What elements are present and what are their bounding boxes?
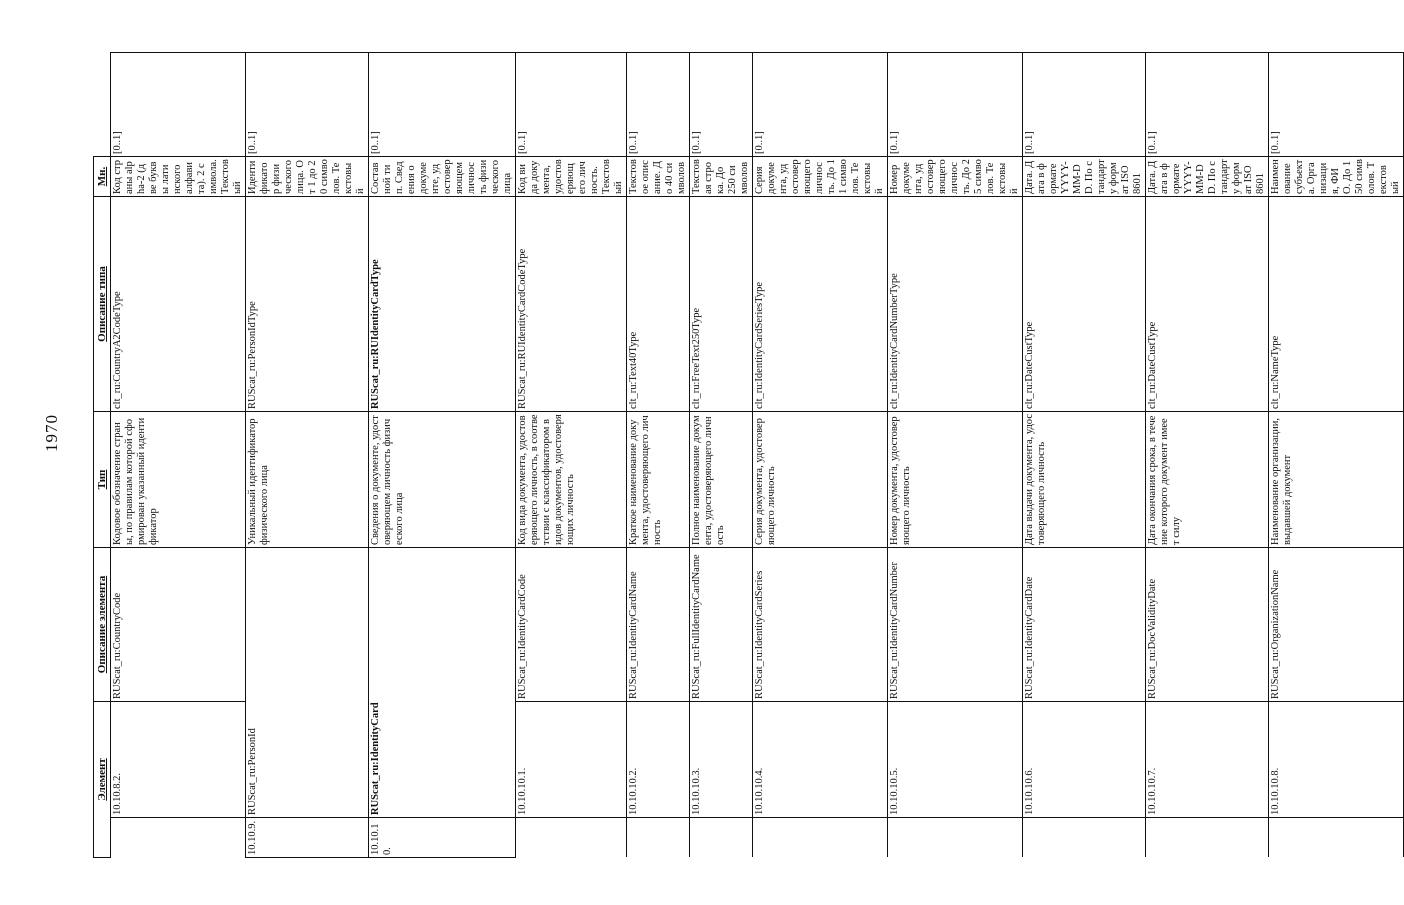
table-row [246, 53, 369, 858]
type-name: clt_ru:NameType [1269, 197, 1404, 412]
document-table-container [93, 52, 1401, 858]
type-name: clt_ru:FreeText250Type [690, 197, 753, 412]
table-row [1146, 53, 1269, 858]
table-row [111, 53, 246, 858]
type-description: Дата. Дата в формате YYYY-MM-DD. По стандарту формат ISO 8601 [1146, 157, 1269, 197]
element-name: RUScat_ru:FullIdentityCardName [690, 548, 753, 702]
empty-cell [753, 818, 888, 858]
multiplicity: [0..1] [690, 53, 753, 157]
header-type-description: Описание типа [94, 197, 111, 412]
row-number: 10.10.9. [246, 818, 369, 858]
element-name: RUScat_ru:CountryCode [111, 548, 246, 702]
element-description: Сведения о документе, удостоверяющем личность физического лица [369, 412, 516, 548]
element-table [93, 52, 1404, 858]
multiplicity: [0..1] [753, 53, 888, 157]
row-number: 10.10.10.8. [1269, 702, 1404, 818]
row-number: 10.10.10.7. [1146, 702, 1269, 818]
element-name: RUScat_ru:IdentityCardDate [1023, 548, 1146, 702]
empty-cell [690, 818, 753, 858]
type-description: Идентификатор физического лица. От 1 до 20 символов. Текстовый [246, 157, 369, 197]
multiplicity: [0..1] [627, 53, 690, 157]
table-row [1023, 53, 1146, 858]
element-name: RUScat_ru:IdentityCard [369, 548, 516, 818]
type-description: Код вида документа, удостоверяющего личность. Текстовый [516, 157, 627, 197]
element-description: Серия документа, удостоверяющего личность [753, 412, 888, 548]
table-row [753, 53, 888, 858]
type-name: RUScat_ru:RUIdentityCardCodeType [516, 197, 627, 412]
type-name: clt_ru:Text40Type [627, 197, 690, 412]
element-description: Номер документа, удостоверяющего личность [888, 412, 1023, 548]
element-description: Наименование организации, выдавшей документ [1269, 412, 1404, 548]
type-name: RUScat_ru:PersonIdType [246, 197, 369, 412]
empty-cell [516, 818, 627, 858]
element-name: RUScat_ru:OrganizationName [1269, 548, 1404, 702]
table-row [1269, 53, 1404, 858]
row-number: 10.10.10.4. [753, 702, 888, 818]
type-name: clt_ru:CountryA2CodeType [111, 197, 246, 412]
type-description: Текстовое описание. До 40 символов [627, 157, 690, 197]
element-name: RUScat_ru:IdentityCardName [627, 548, 690, 702]
row-number: 10.10.10.1. [516, 702, 627, 818]
element-name: RUScat_ru:IdentityCardNumber [888, 548, 1023, 702]
element-name: RUScat_ru:DocValidityDate [1146, 548, 1269, 702]
table-row [627, 53, 690, 858]
element-description: Уникальный идентификатор физического лица [246, 412, 369, 548]
table-row [888, 53, 1023, 858]
type-name: clt_ru:IdentityCardSeriesType [753, 197, 888, 412]
element-description: Кодовое обозначение страны, по правилам которой сформирован указанный идентификатор [111, 412, 246, 548]
table-row [690, 53, 753, 858]
type-name: clt_ru:DateCustType [1023, 197, 1146, 412]
page-number: 1970 [42, 414, 61, 452]
header-multiplicity: Мн. [94, 157, 111, 197]
empty-cell [1269, 818, 1404, 858]
table-row [369, 53, 516, 858]
multiplicity: [0..1] [246, 53, 369, 157]
element-name: RUScat_ru:IdentityCardSeries [753, 548, 888, 702]
element-description: Дата выдачи документа, удостоверяющего личность [1023, 412, 1146, 548]
type-description: Наименование субъекта. Организация, ФИО. До 150 символов. Текстовый [1269, 157, 1404, 197]
multiplicity: [0..1] [516, 53, 627, 157]
table-row [516, 53, 627, 858]
header-element: Элемент [94, 702, 111, 858]
row-number: 10.10.10.6. [1023, 702, 1146, 818]
row-number: 10.10.10.2. [627, 702, 690, 818]
multiplicity: [0..1] [888, 53, 1023, 157]
element-name: RUScat_ru:PersonId [246, 548, 369, 818]
element-description: Код вида документа, удостоверяющего личность, в соответствии с классификатором видов документов, удостоверяющих личность [516, 412, 627, 548]
row-number: 10.10.10.3. [690, 702, 753, 818]
empty-cell [888, 818, 1023, 858]
empty-cell [111, 818, 246, 858]
row-number: 10.10.8.2. [111, 702, 246, 818]
type-description: Текстовая строка. До 250 символов [690, 157, 753, 197]
type-name: clt_ru:IdentityCardNumberType [888, 197, 1023, 412]
type-description: Дата. Дата в формате YYYY-MM-DD. По стандарту формат ISO 8601 [1023, 157, 1146, 197]
element-description: Краткое наименование документа, удостоверяющего личность [627, 412, 690, 548]
multiplicity: [0..1] [1023, 53, 1146, 157]
multiplicity: [0..1] [1269, 53, 1404, 157]
multiplicity: [0..1] [1146, 53, 1269, 157]
type-description: Код страны alpha-2 (две буквы латинского алфавита). 2 символа. Текстовый [111, 157, 246, 197]
multiplicity: [0..1] [369, 53, 516, 157]
type-name: RUScat_ru:RUIdentityCardType [369, 197, 516, 412]
multiplicity: [0..1] [111, 53, 246, 157]
row-number: 10.10.10.5. [888, 702, 1023, 818]
header-element-description: Описание элемента [94, 548, 111, 702]
header-type: Тип [94, 412, 111, 548]
type-name: clt_ru:DateCustType [1146, 197, 1269, 412]
empty-cell [627, 818, 690, 858]
type-description: Серия документа, удостоверяющего личность. До 11 символов. Текстовый [753, 157, 888, 197]
empty-cell [1023, 818, 1146, 858]
type-description: Составной тип. Сведения о документе, удостоверяющем личность физического лица [369, 157, 516, 197]
empty-cell [1146, 818, 1269, 858]
element-name: RUScat_ru:IdentityCardCode [516, 548, 627, 702]
element-description: Дата окончания срока, в течение которого документ имеет силу [1146, 412, 1269, 548]
type-description: Номер документа, удостоверяющего личность. До 25 символов. Текстовый [888, 157, 1023, 197]
row-number: 10.10.10. [369, 818, 516, 858]
element-description: Полное наименование документа, удостоверяющего личность [690, 412, 753, 548]
